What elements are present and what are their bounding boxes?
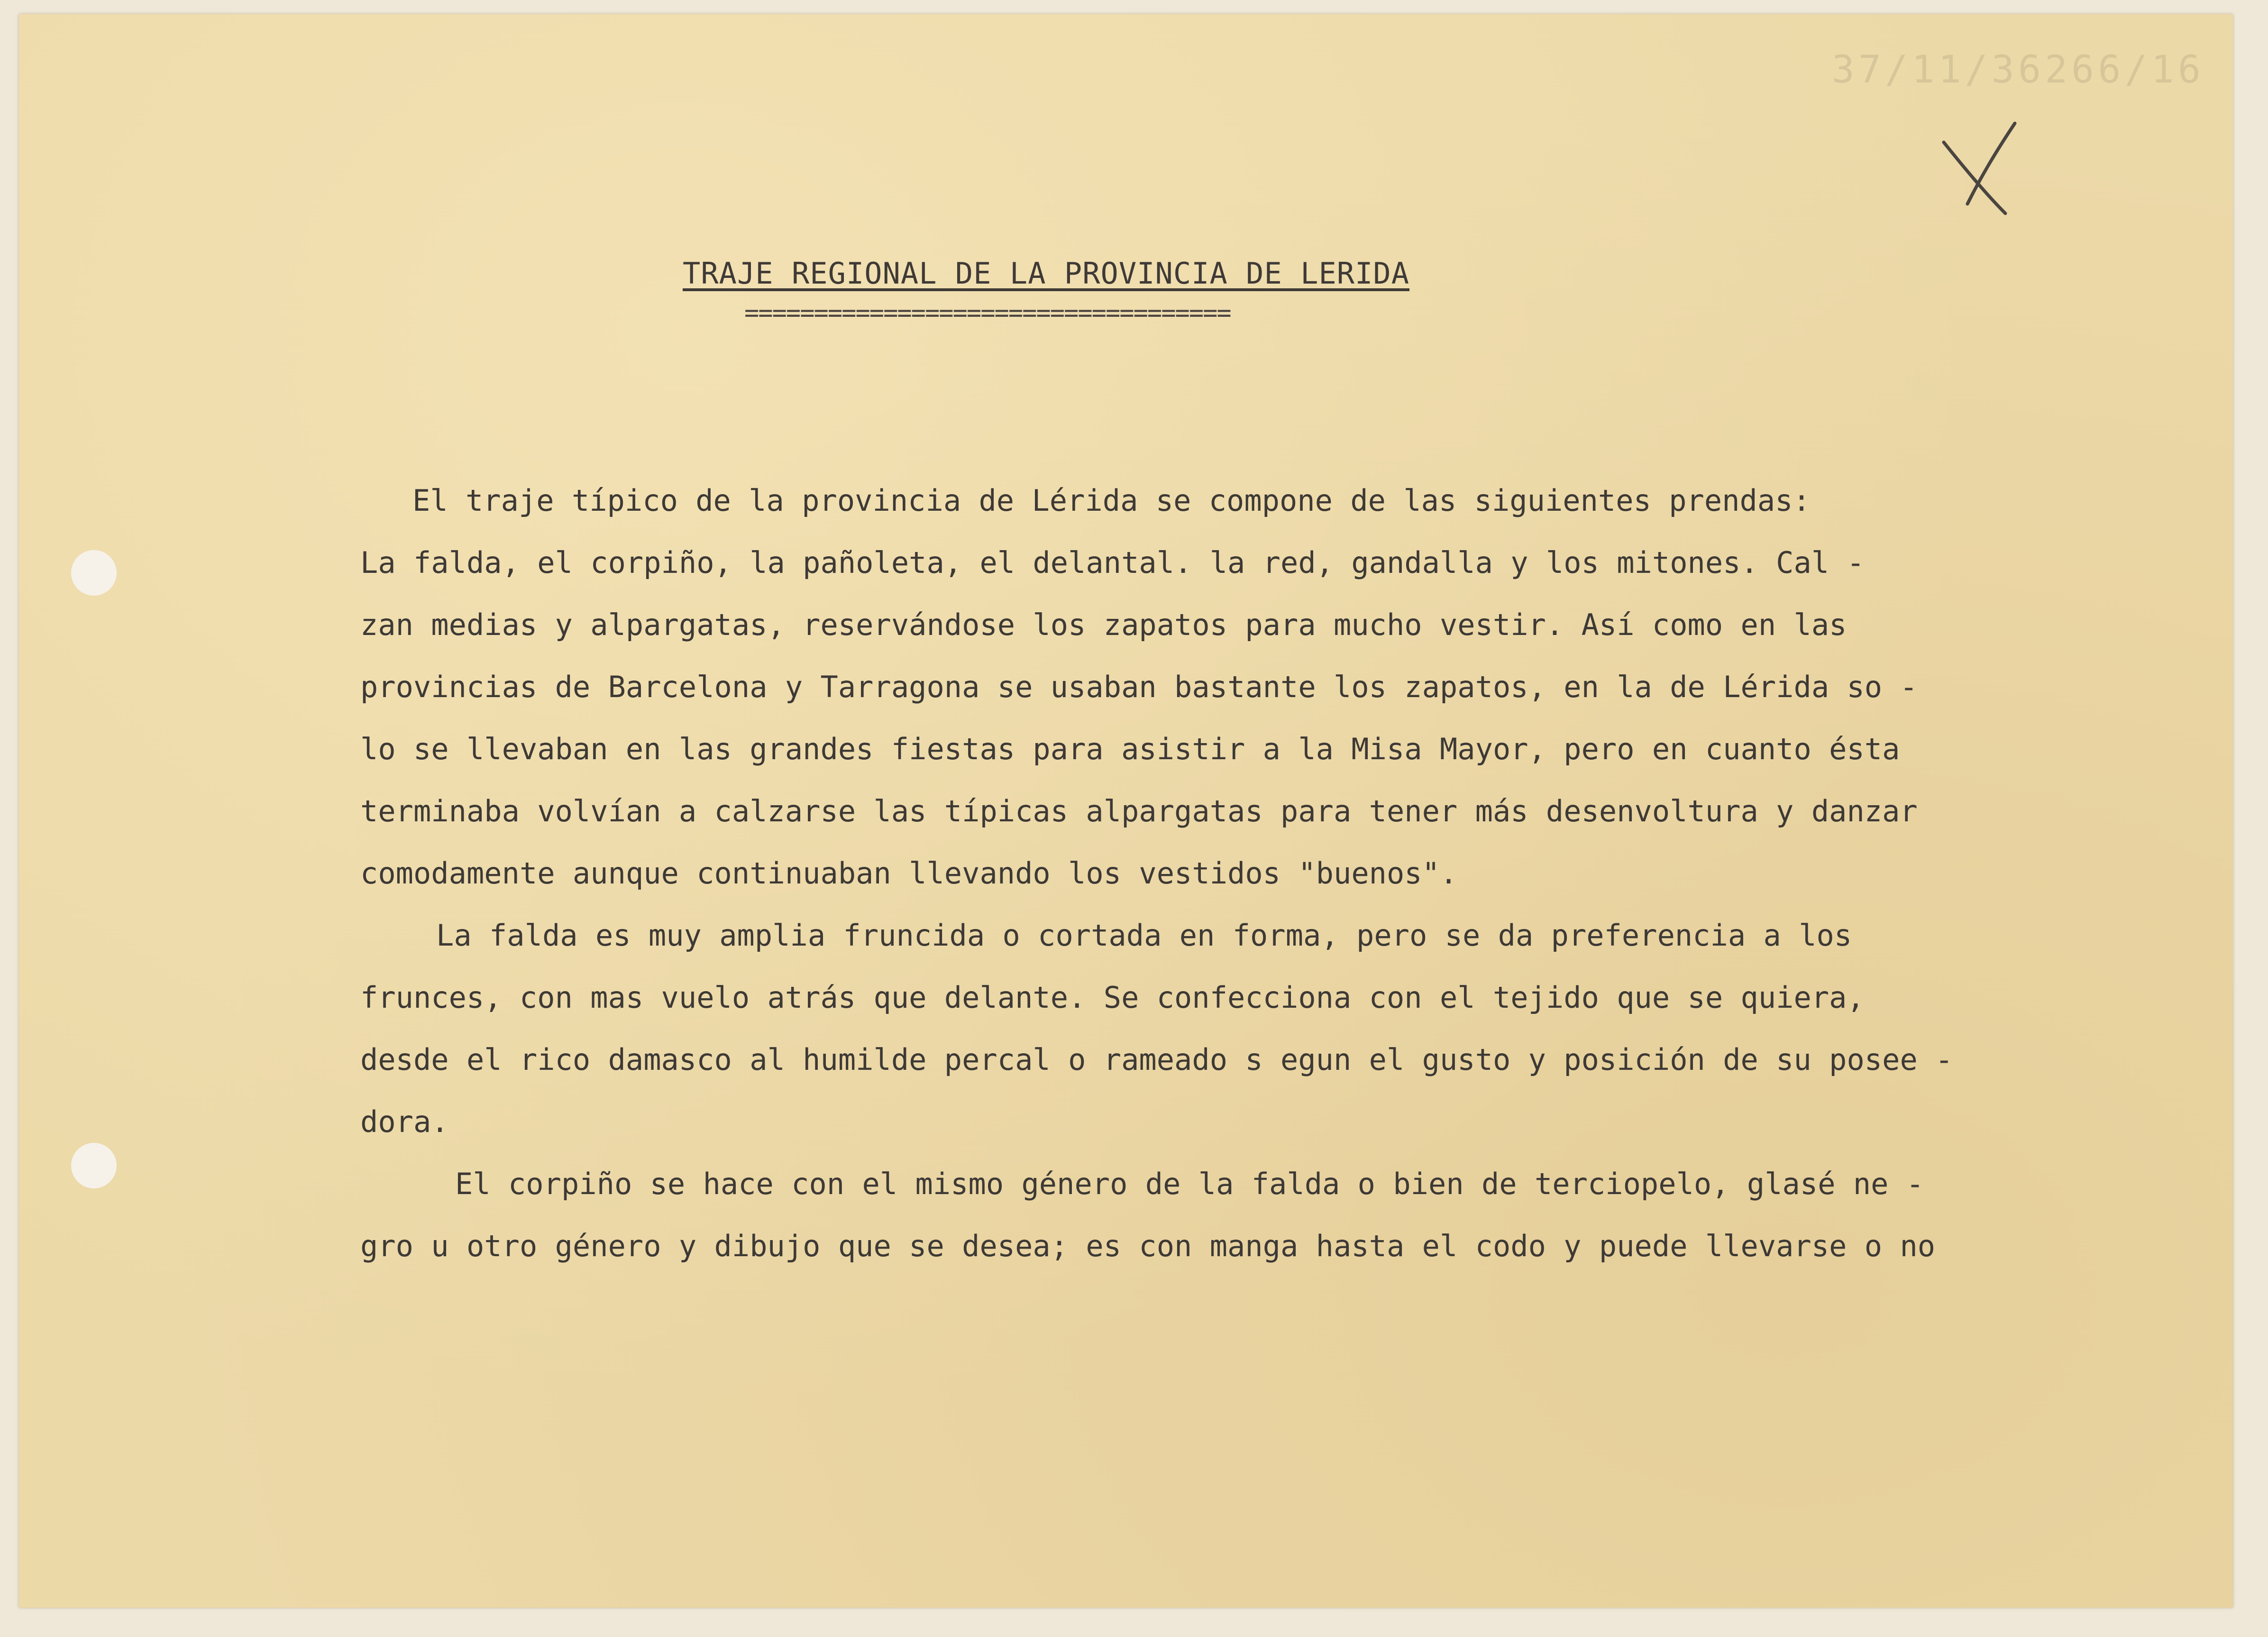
document-title: TRAJE REGIONAL DE LA PROVINCIA DE LERIDA — [683, 256, 1410, 291]
text-line: comodamente aunque continuaban llevando los vestidos "buenos". — [360, 856, 1458, 891]
text-line: terminaba volvían a calzarse las típicas alpargatas para tener más desenvoltura y danzar — [360, 794, 1918, 828]
document-page — [19, 14, 2233, 1608]
archive-stamp: 37/11/36266/16 — [1831, 47, 2204, 92]
text-line: lo se llevaban en las grandes fiestas para asistir a la Misa Mayor, pero en cuanto ésta — [360, 732, 1900, 766]
punch-hole — [71, 550, 117, 596]
text-line: La falda es muy amplia fruncida o cortada en forma, pero se da preferencia a los — [436, 918, 1852, 953]
text-line: zan medias y alpargatas, reservándose los zapatos para mucho vestir. Así como en las — [360, 607, 1847, 642]
text-line: frunces, con mas vuelo atrás que delante. Se confecciona con el tejido que se quiera, — [360, 980, 1865, 1015]
title-underline-rule: =================================== — [744, 299, 1231, 327]
text-line: La falda, el corpiño, la pañoleta, el delantal. la red, gandalla y los mitones. Cal - — [360, 545, 1865, 580]
text-line: provincias de Barcelona y Tarragona se usaban bastante los zapatos, en la de Lérida so - — [360, 670, 1918, 704]
text-line: dora. — [360, 1104, 449, 1139]
margin-mark-x-icon — [1934, 114, 2024, 218]
text-line: desde el rico damasco al humilde percal o rameado s egun el gusto y posición de su posee - — [360, 1042, 1953, 1077]
punch-hole — [71, 1143, 117, 1188]
text-line: El corpiño se hace con el mismo género de la falda o bien de terciopelo, glasé ne - — [455, 1167, 1924, 1201]
text-line: El traje típico de la provincia de Lérida se compone de las siguientes prendas: — [412, 483, 1811, 518]
text-line: gro u otro género y dibujo que se desea; es con manga hasta el codo y puede llevarse o no — [360, 1229, 1936, 1263]
document-body — [360, 469, 2124, 1277]
